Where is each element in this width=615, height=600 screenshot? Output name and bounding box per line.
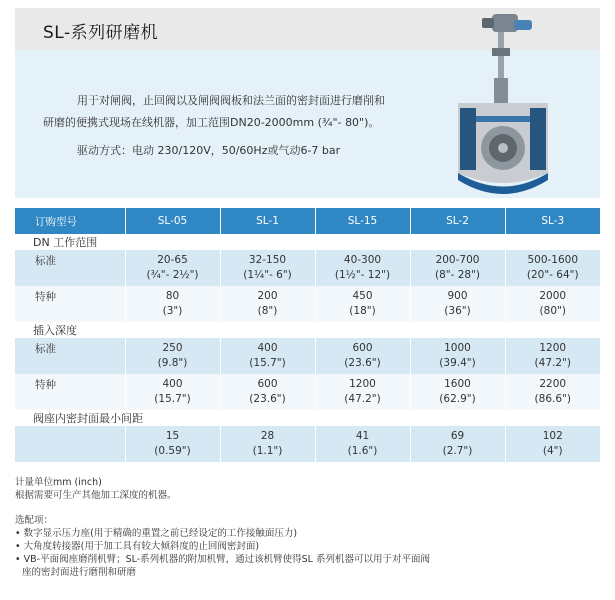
cell-metric: 400 — [162, 378, 183, 390]
cell-metric: 69 — [450, 430, 465, 442]
option-item: • 数字显示压力座(用于精确的重置之前已经设定的工作接触面压力) — [15, 528, 298, 539]
table-cell — [315, 338, 410, 374]
row-label: 标准 — [15, 338, 125, 374]
table-cell — [220, 286, 315, 322]
header-order-model: 订购型号 — [15, 208, 125, 234]
option-item-continued: 座的密封面进行磨削和研磨 — [22, 567, 137, 578]
option-item: • VB-平面阀座磨削机臂；SL-系列机器的附加机臂，通过该机臂使得SL 系列机器可以用于对平面阀 — [15, 554, 430, 565]
cell-imperial: (8"- 28") — [434, 269, 481, 281]
cell-imperial: (47.2") — [534, 357, 571, 369]
cell-metric: 200-700 — [435, 254, 480, 266]
table-row — [15, 374, 600, 410]
section-row — [15, 322, 600, 338]
table-cell — [315, 374, 410, 410]
cell-metric: 1200 — [349, 378, 376, 390]
header-sl-2: SL-2 — [410, 208, 505, 234]
cell-imperial: (9.8") — [157, 357, 188, 369]
table-cell — [410, 374, 505, 410]
cell-imperial: (3") — [162, 305, 183, 317]
cell-metric: 500-1600 — [527, 254, 579, 266]
cell-metric: 80 — [165, 290, 180, 302]
header-sl-05: SL-05 — [125, 208, 220, 234]
table-cell — [220, 374, 315, 410]
table-row — [15, 250, 600, 286]
table-cell — [505, 426, 600, 462]
intro-line-2: 研磨的便携式现场在线机器，加工范围DN20-2000mm (¾"- 80")。 — [43, 116, 380, 129]
cell-metric: 1600 — [444, 378, 471, 390]
intro-line-1: 用于对闸阀，止回阀以及闸阀阀板和法兰面的密封面进行磨削和 — [77, 94, 385, 107]
table-cell — [410, 426, 505, 462]
table-row — [15, 426, 600, 462]
cell-metric: 40-300 — [343, 254, 382, 266]
cell-imperial: (80") — [539, 305, 566, 317]
cell-imperial: (39.4") — [439, 357, 476, 369]
table-cell — [410, 338, 505, 374]
table-cell — [220, 250, 315, 286]
section-label: 插入深度 — [15, 322, 600, 338]
cell-metric: 900 — [447, 290, 468, 302]
cell-imperial: (15.7") — [249, 357, 286, 369]
cell-metric: 450 — [352, 290, 373, 302]
cell-metric: 1200 — [539, 342, 567, 354]
cell-metric: 600 — [257, 378, 278, 390]
cell-imperial: (4") — [542, 445, 563, 457]
cell-imperial: (8") — [257, 305, 278, 317]
cell-metric: 32-150 — [248, 254, 287, 266]
cell-imperial: (18") — [349, 305, 376, 317]
table-cell — [410, 286, 505, 322]
cell-imperial: (36") — [444, 305, 471, 317]
header-sl-1: SL-1 — [220, 208, 315, 234]
row-label: 特种 — [15, 286, 125, 322]
cell-imperial: (1¼"- 6") — [243, 269, 292, 281]
section-label: DN 工作范围 — [15, 234, 600, 250]
table-cell — [315, 286, 410, 322]
table-cell — [125, 286, 220, 322]
table-cell — [315, 250, 410, 286]
section-label: 阀座内密封面最小间距 — [15, 410, 600, 426]
notes — [15, 476, 177, 502]
cell-metric: 600 — [352, 342, 373, 354]
cell-imperial: (1.1") — [252, 445, 283, 457]
cell-metric: 2200 — [539, 378, 567, 390]
row-label: 标准 — [15, 250, 125, 286]
cell-imperial: (23.6") — [249, 393, 286, 405]
cell-imperial: (20"- 64") — [526, 269, 579, 281]
row-label: 特种 — [15, 374, 125, 410]
unit-note: 计量单位mm (inch) — [15, 477, 102, 488]
table-cell — [220, 338, 315, 374]
spec-table — [15, 208, 600, 462]
table-cell — [125, 374, 220, 410]
header-sl-15: SL-15 — [315, 208, 410, 234]
cell-metric: 400 — [257, 342, 278, 354]
cell-metric: 20-65 — [157, 254, 188, 266]
table-row — [15, 338, 600, 374]
cell-imperial: (2.7") — [442, 445, 473, 457]
cell-metric: 200 — [257, 290, 278, 302]
cell-imperial: (86.6") — [534, 393, 571, 405]
table-cell — [125, 338, 220, 374]
page-title: SL-系列研磨机 — [43, 23, 159, 43]
option-item: • 大角度转接器(用于加工具有较大倾斜度的止回阀密封面) — [15, 541, 260, 552]
table-cell — [505, 374, 600, 410]
table-cell — [505, 250, 600, 286]
cell-imperial: (¾"- 2½") — [146, 269, 199, 281]
cell-imperial: (15.7") — [154, 393, 191, 405]
grinding-machine-illustration — [448, 8, 558, 198]
cell-metric: 102 — [542, 430, 563, 442]
cell-imperial: (0.59") — [154, 445, 191, 457]
intro-text — [43, 90, 438, 162]
table-header-row — [15, 208, 600, 234]
cell-metric: 1000 — [444, 342, 471, 354]
cell-imperial: (1.6") — [347, 445, 378, 457]
header-sl-3: SL-3 — [505, 208, 600, 234]
cell-metric: 41 — [355, 430, 370, 442]
custom-depth-note: 根据需要可生产其他加工深度的机器。 — [15, 490, 177, 501]
table-cell — [315, 426, 410, 462]
cell-imperial: (23.6") — [344, 357, 381, 369]
table-cell — [125, 426, 220, 462]
row-label — [15, 426, 125, 462]
table-cell — [410, 250, 505, 286]
cell-imperial: (1½"- 12") — [334, 269, 391, 281]
table-cell — [505, 286, 600, 322]
options-list — [15, 514, 600, 579]
cell-metric: 28 — [260, 430, 275, 442]
cell-metric: 2000 — [539, 290, 567, 302]
table-row — [15, 286, 600, 322]
table-cell — [220, 426, 315, 462]
table-cell — [125, 250, 220, 286]
cell-metric: 250 — [162, 342, 183, 354]
options-heading: 选配项： — [15, 515, 54, 526]
cell-imperial: (62.9") — [439, 393, 476, 405]
cell-imperial: (47.2") — [344, 393, 381, 405]
section-row — [15, 410, 600, 426]
section-row — [15, 234, 600, 250]
cell-metric: 15 — [165, 430, 180, 442]
table-cell — [505, 338, 600, 374]
intro-line-3: 驱动方式：电动 230/120V，50/60Hz或气动6-7 bar — [77, 144, 341, 157]
